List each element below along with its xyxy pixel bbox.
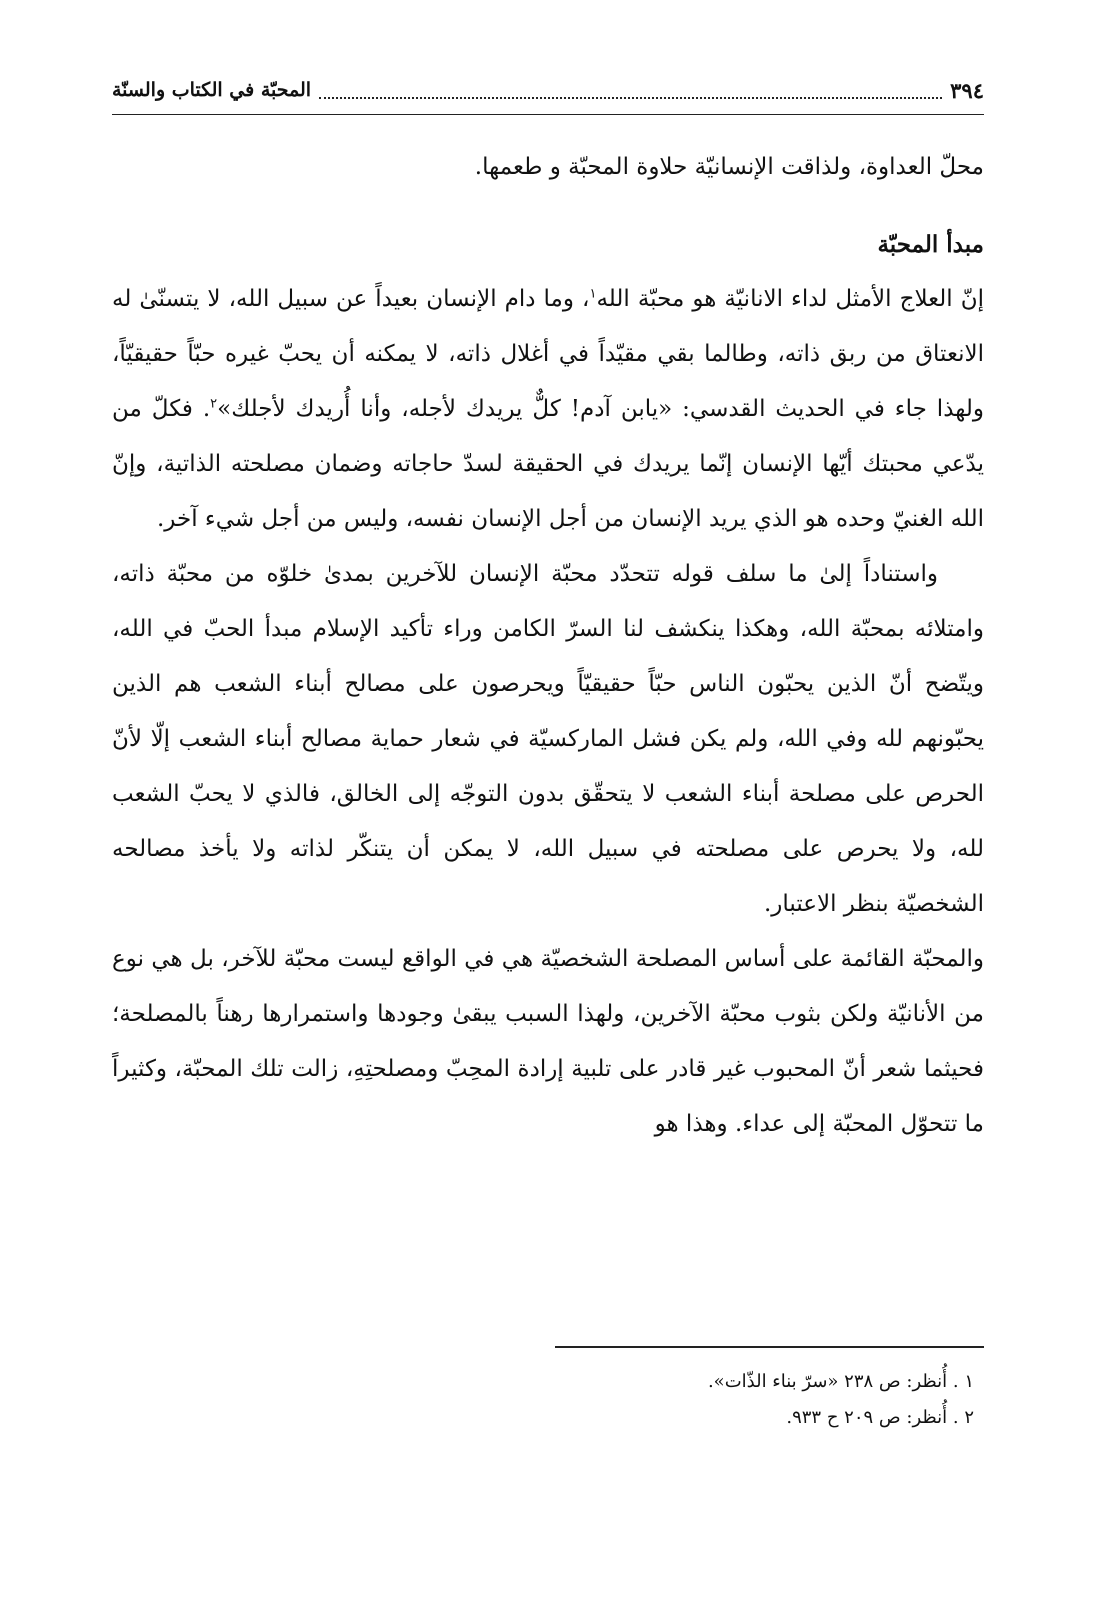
page-number: ٣٩٤: [950, 77, 984, 103]
paragraph-2-part-3: . فكلّ من يدّعي محبتك أيّها الإنسان إنّما يريدك في الحقيقة لسدّ حاجاته وضمان مصلحته الذاتية، وإنّ الله الغنيّ وحده هو الذي يريد الإنسان من أجل الإنسان نفسه، وليس من أجل شيء آخر.: [112, 396, 984, 532]
footnotes: [112, 1364, 974, 1436]
paragraph-4: والمحبّة القائمة على أساس المصلحة الشخصيّة هي في الواقع ليست محبّة للآخر، بل هي نوع من الأنانيّة ولكن بثوب محبّة الآخرين، ولهذا السبب يبقىٰ وجودها واستمرارها رهناً بالمصلحة؛ فحيثما شعر أنّ المحبوب غير قادر على تلبية إرادة المحِبّ ومصلحتِهِ، زالت تلك المحبّة، وكثيراً ما تتحوّل المحبّة إلى عداء. وهذا هو: [112, 946, 984, 1137]
paragraph-1: محلّ العداوة، ولذاقت الإنسانيّة حلاوة المحبّة و طعمها.: [474, 154, 984, 180]
header-dot-leader: [319, 81, 942, 99]
header-divider: [112, 114, 984, 115]
footnote-2: ٢ . أُنظر: ص ٢٠٩ ح ٩٣٣.: [786, 1407, 974, 1428]
paragraph-2-part-1: إنّ العلاج الأمثل لداء الانانيّة هو محبّة الله: [596, 286, 985, 312]
footnote-ref-1[interactable]: ١: [589, 286, 597, 302]
footnote-1: ١ . أُنظر: ص ٢٣٨ «سرّ بناء الذّات».: [707, 1371, 974, 1392]
paragraph-2-part-2: ، وما دام الإنسان بعيداً عن سبيل الله، لا يتسنّىٰ له الانعتاق من ربق ذاته، وطالما بقي مقيّداً في أغلال ذاته، لا يمكنه أن يحبّ غيره حبّاً حقيقيّاً، ولهذا جاء في الحديث القدسي: «يابن آدم! كلٌّ يريدك لأجله، وأنا أُريدك لأجلك»: [112, 286, 984, 422]
footnote-ref-2[interactable]: ٢: [210, 396, 218, 412]
page-header: [112, 70, 984, 110]
running-title: المحبّة في الكتاب والسنّة: [112, 79, 312, 101]
paragraph-2: [112, 272, 984, 547]
paragraph-3: واستناداً إلىٰ ما سلف قوله تتحدّد محبّة الإنسان للآخرين بمدىٰ خلوّه من محبّة ذاته، وامتلائه بمحبّة الله، وهكذا ينكشف لنا السرّ الكامن وراء تأكيد الإسلام مبدأ الحبّ في الله، ويتّضح أنّ الذين يحبّون الناس حبّاً حقيقيّاً ويحرصون على مصالح أبناء الشعب هم الذين يحبّونهم لله وفي الله، ولم يكن فشل الماركسيّة في شعار حماية مصالح أبناء الشعب إلّا لأنّ الحرص على مصلحة أبناء الشعب لا يتحقّق بدون التوجّه إلى الخالق، فالذي لا يحبّ الشعب لله، ولا يحرص على مصلحته في سبيل الله، لا يمكن أن يتنكّر لذاته ولا يأخذ مصالحه الشخصيّة بنظر الاعتبار.: [112, 561, 984, 917]
main-text: [112, 140, 984, 1152]
section-heading: مبدأ المحبّة: [877, 231, 984, 258]
footnote-divider: [555, 1346, 984, 1348]
